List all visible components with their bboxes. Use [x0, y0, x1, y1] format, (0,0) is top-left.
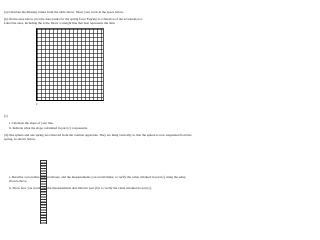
- question-part-d-ii: ii. Show how you would use the measurements described in part (d) i to verify the value obtained in part (c).: [9, 186, 153, 190]
- question-part-d-i: i. Describe a procedure you would use, and the measurements you would make, to verify the value obtained in part (c) using the setup shown above.: [9, 175, 186, 184]
- question-part-a: (a) Calculate the missing values from the table above. Show your work in the space below.: [4, 10, 124, 14]
- graph-origin-label: 0: [36, 103, 38, 106]
- spring-diagram: [40, 160, 47, 224]
- question-part-c-ii: ii. Indicate what the slope calculated in part (c) i represents.: [9, 126, 88, 130]
- question-part-b-line1: (b) On the axes below, plot the data points for the spring force Fspring as a function of the acceleration a.: [4, 17, 143, 21]
- question-part-c-label: (c): [4, 114, 8, 118]
- question-part-b-line2: Label the axes, including the scale. Draw a straight line that best represents the data.: [4, 21, 116, 25]
- question-part-c-i: i. Calculate the slope of your line.: [9, 121, 54, 125]
- graph-grid[interactable]: [36, 28, 104, 101]
- question-part-d: (d) One sphere and one spring are removed from the rotation apparatus. They are hung vertically so that the sphere is now suspended from the spring, as shown below.: [4, 133, 192, 142]
